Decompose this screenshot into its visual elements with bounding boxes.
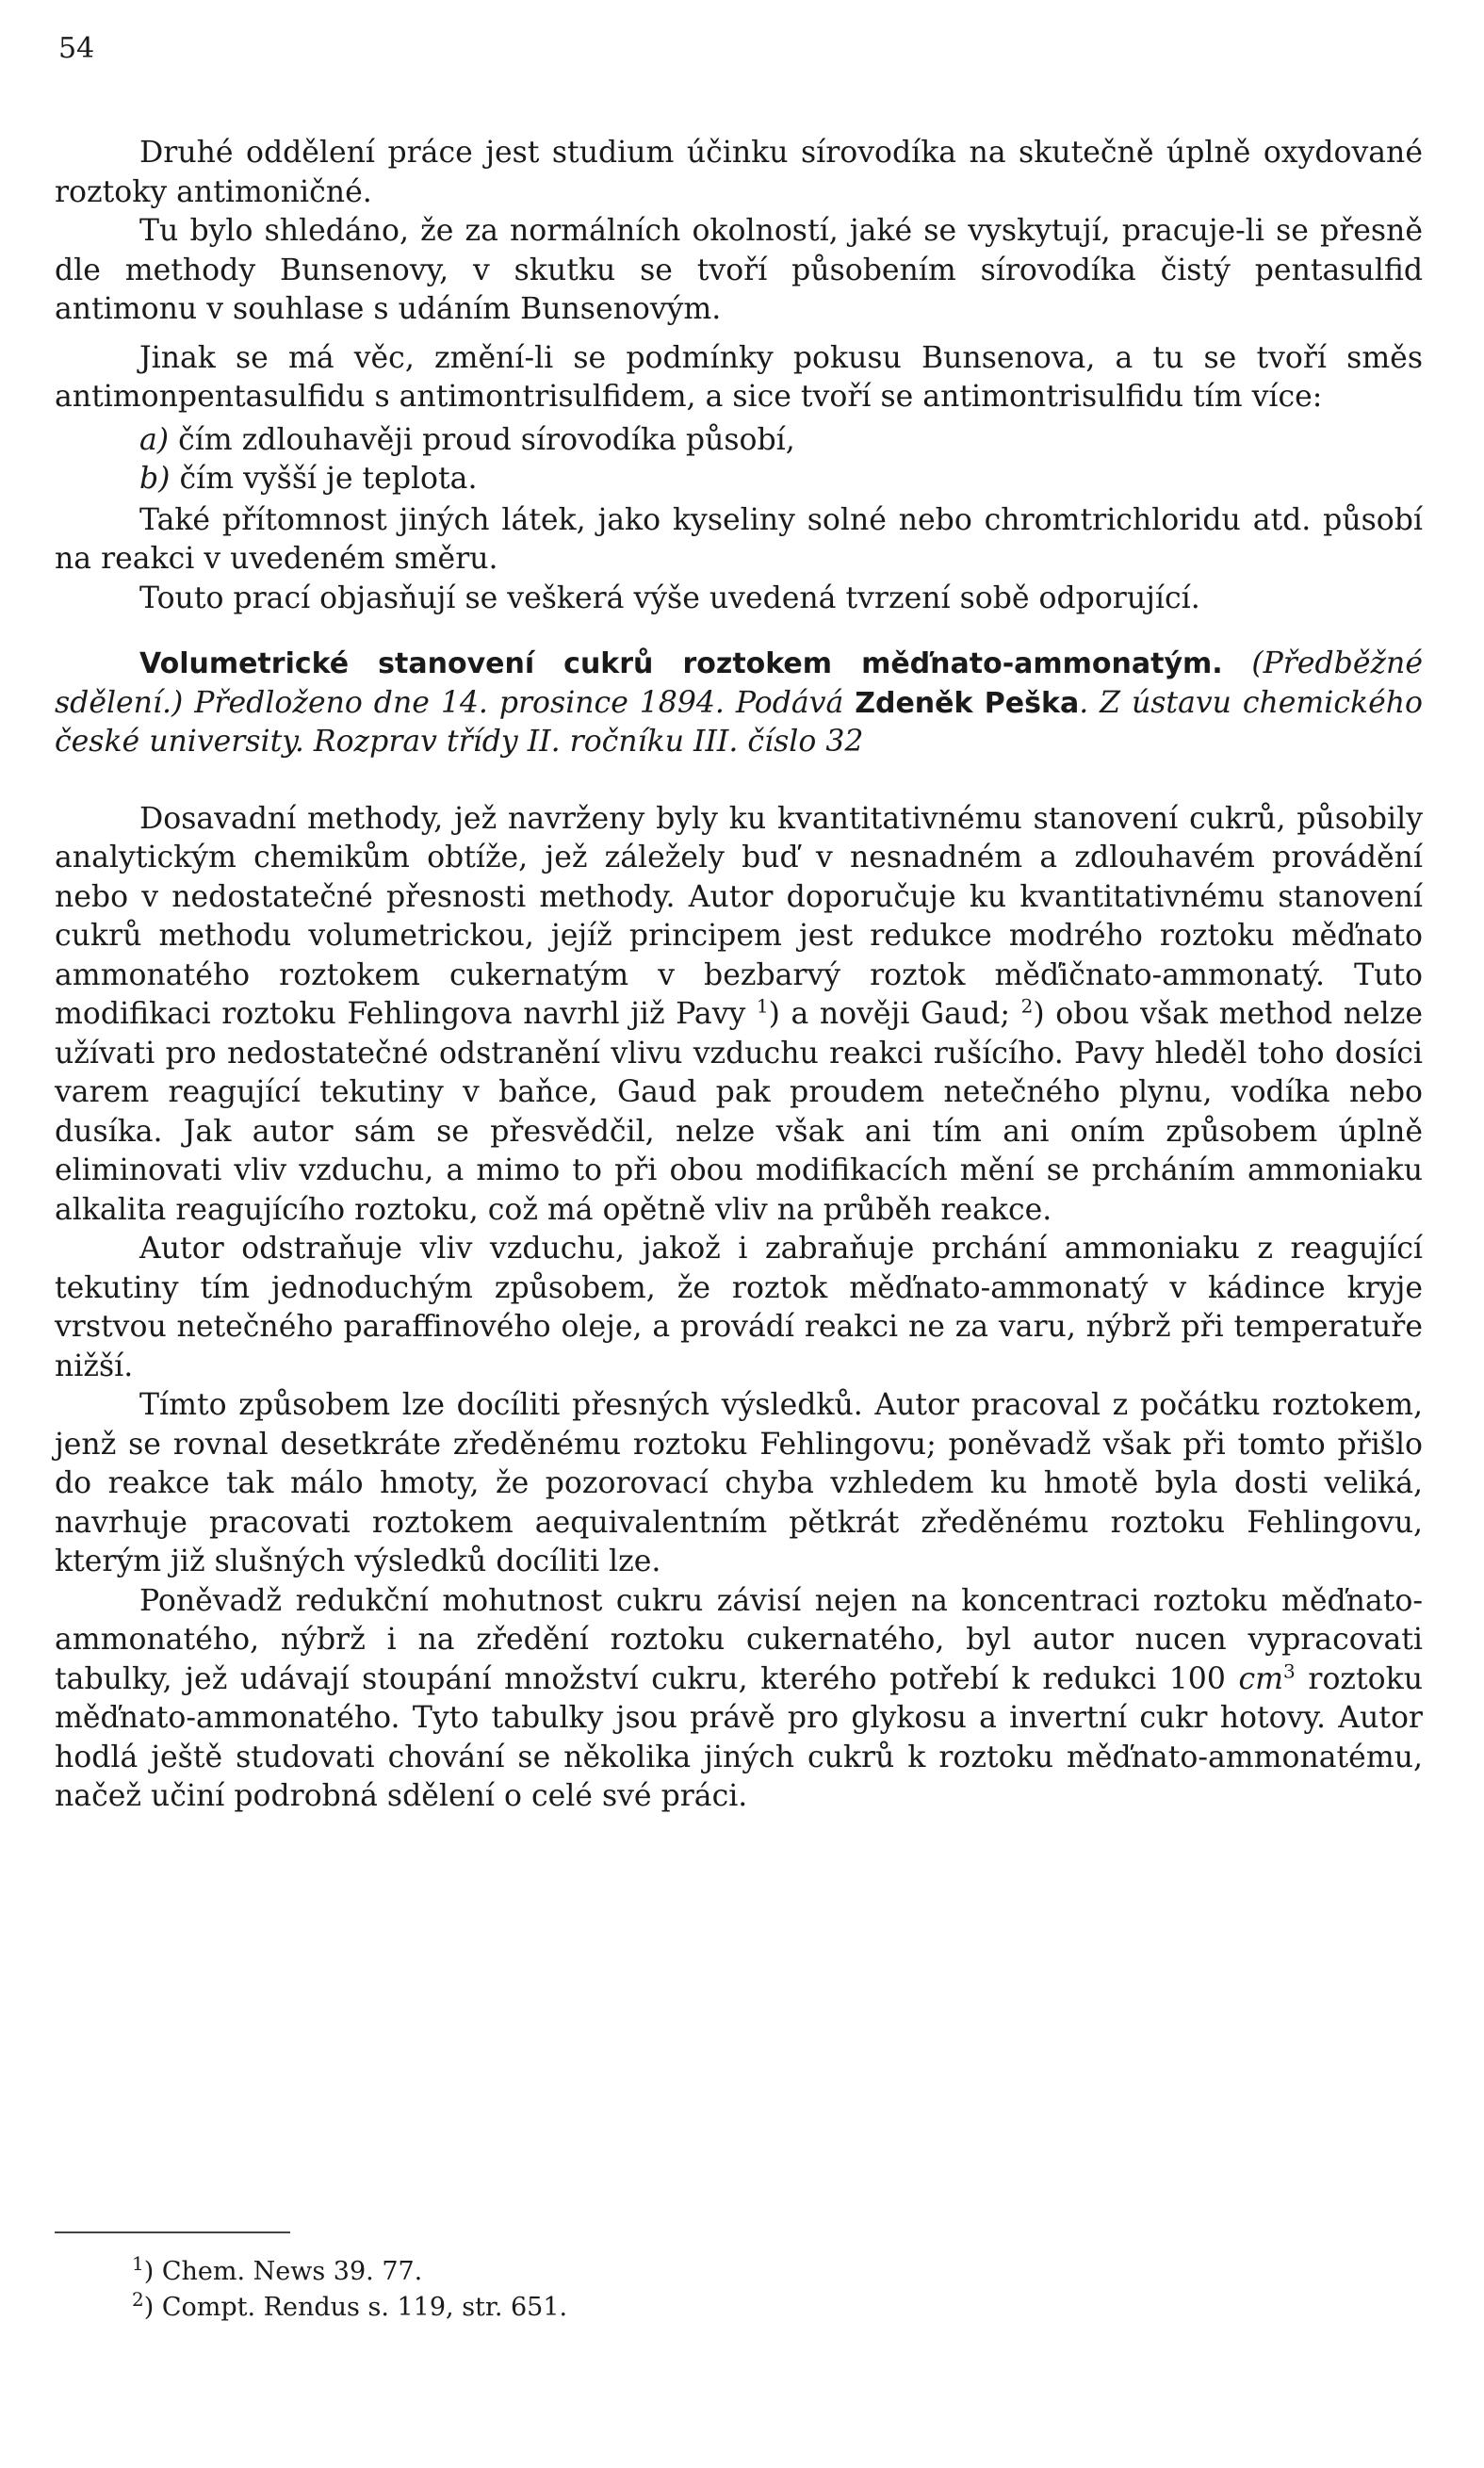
article-note: (Předběžné sdělení.) Předloženo dne 14. prosince 1894. Podává: [55, 646, 1423, 720]
paragraph-5: Touto prací objasňují se veškerá výše uvedená tvrzení sobě odporující.: [139, 580, 1200, 615]
paragraph-6: Dosavadní methody, jež navrženy byly ku kvantitativnému stanovení cukrů, působily analytickým chemikům obtíže, jež záležely buď v nesnadném a zdlouhavém provádění nebo v nedostatečné přesnosti methody. Autor doporučuje ku kvantitativnému stanovení cukrů methodu volumetrickou, jejíž principem jest redukce modrého roztoku měďnato ammonatého roztokem cukernatým v bezbarvý roztok měďičnato-ammonatý. Tuto modifikaci roztoku Fehlingova navrhl již Pavy $^1$) a nověji Gaud; $^2$) obou však method nelze užívati pro nedostatečné odstranění vlivu vzduchu reakci rušícího. Pavy hleděl toho dosíci varem reagující tekutiny v baňce, Gaud pak proudem netečného plynu, vodíka nebo dusíka. Jak autor sám se přesvědčil, nelze však ani tím ani oním způsobem úplně eliminovati vliv vzduchu, a mimo to při obou modifikacích mění se prcháním ammoniaku alkalita reagujícího roztoku, což má opětně vliv na průběh reakce.: [55, 801, 1423, 1227]
list-text: čím vyšší je teplota.: [179, 462, 478, 496]
paragraph-4: Také přítomnost jiných látek, jako kyseliny solné nebo chromtrichloridu atd. působí na reakci v uvedeném směru.: [55, 502, 1423, 576]
list-mark: a): [139, 422, 170, 457]
condition-list: [55, 421, 1423, 499]
unit: cm: [1238, 1661, 1284, 1696]
paragraph-7: Autor odstraňuje vliv vzduchu, jakož i zabraňuje prchání ammoniaku z reagující tekutiny tím jednoduchým způsobem, že roztok měďnato-ammonatý v kádince kryje vrstvou netečného paraffinového oleje, a provádí reakci ne za varu, nýbrž při temperatuře nižší.: [55, 1232, 1423, 1383]
list-item: [55, 421, 1423, 461]
footnote: $^2$) Compt. Rendus s. 119, str. 651.: [132, 2288, 568, 2322]
text-body: [55, 134, 1423, 1817]
list-text: čím zdlouhavěji proud sírovodíka působí,: [178, 422, 795, 457]
paragraph-2: Tu bylo shledáno, že za normálních okolností, jaké se vyskytují, pracuje-li se přesně dle methody Bunsenovy, v skutku se tvoří působením sírovodíka čistý pentasulfid antimonu v souhlase s udáním Bunsenovým.: [55, 214, 1423, 326]
footnotes: [132, 2254, 567, 2326]
page-number: 54: [58, 32, 95, 65]
footnote-ref-1: 1: [756, 994, 769, 1018]
footnote: $^1$) Chem. News 39. 77.: [132, 2252, 423, 2286]
footnote-mark: 1: [132, 2252, 144, 2275]
paragraph-3: Jinak se má věc, změní-li se podmínky pokusu Bunsenova, a tu se tvoří směs antimonpentasulfidu s antimontrisulfidem, a sice tvoří se antimontrisulfidu tím více:: [55, 340, 1423, 414]
paragraph-1: Druhé oddělení práce jest studium účinku sírovodíka na skutečně úplně oxydované roztoky antimoničné.: [55, 136, 1423, 209]
list-mark: b): [139, 462, 171, 496]
unit-exponent: 3: [1283, 1659, 1296, 1682]
article-source: . Z ústavu chemického české university. Rozprav třídy II. ročníku III. číslo 32: [55, 685, 1423, 759]
article-title: Volumetrické stanovení cukrů roztokem měďnato-ammonatým.: [139, 647, 1223, 680]
footnote-ref-2: 2: [1020, 994, 1034, 1018]
article-author: Zdeněk Peška: [855, 686, 1080, 720]
article-heading: [55, 645, 1423, 762]
list-item: [55, 460, 1423, 499]
footnote-mark: 2: [132, 2288, 144, 2311]
paragraph-9: Poněvadž redukční mohutnost cukru závisí nejen na koncentraci roztoku měďnato-ammonatého, nýbrž i na zředění roztoku cukernatého, byl autor nucen vypracovati tabulky, jež udávají stoupání množství cukru, kterého potřebí k redukci 100 $cm^3$ roztoku měďnato-ammonatého. Tyto tabulky jsou právě pro glykosu a invertní cukr hotovy. Autor hodlá ještě studovati chování se několika jiných cukrů k roztoku měďnato-ammonatému, načež učiní podrobná sdělení o celé své práci.: [55, 1583, 1424, 1813]
paragraph-8: Tímto způsobem lze docíliti přesných výsledků. Autor pracoval z počátku roztokem, jenž se rovnal desetkráte zředěnému roztoku Fehlingovu; poněvadž však při tomto přišlo do reakce tak málo hmoty, že pozorovací chyba vzhledem ku hmotě byla dosti veliká, navrhuje pracovati roztokem aequivalentním pětkrát zředěnému roztoku Fehlingovu, kterým již slušných výsledků docíliti lze.: [55, 1388, 1423, 1578]
footnote-rule: [55, 2231, 290, 2233]
